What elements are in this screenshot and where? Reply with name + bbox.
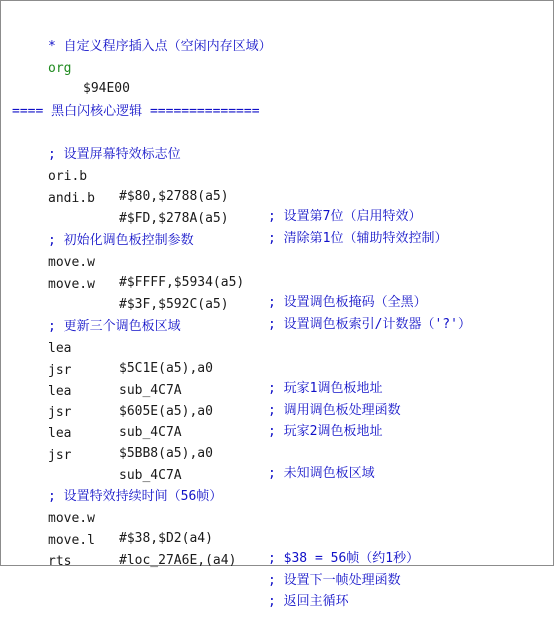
- comment: ; 清除第1位（辅助特效控制）: [268, 231, 448, 246]
- comment: ; 玩家2调色板地址: [268, 424, 383, 439]
- org-directive: org: [48, 61, 72, 76]
- mnemonic: move.l: [48, 533, 95, 548]
- operands: #loc_27A6E,(a4): [119, 553, 237, 568]
- comment: ; 调用调色板处理函数: [268, 403, 401, 418]
- org-line: [1, 39, 130, 96]
- block-heading-text: ; 设置屏幕特效标志位: [48, 147, 181, 162]
- operands: #$3F,$592C(a5): [119, 297, 229, 312]
- title-comment-line: [1, 17, 272, 54]
- title-comment: * 自定义程序插入点（空闲内存区域）: [48, 39, 272, 54]
- org-address: $94E00: [83, 81, 130, 96]
- mnemonic: jsr: [48, 448, 72, 463]
- mnemonic: move.w: [48, 277, 95, 292]
- block-heading-text: ; 初始化调色板控制参数: [48, 233, 194, 248]
- comment: ; 设置第7位（启用特效）: [268, 209, 422, 224]
- block-heading-text: ; 设置特效持续时间（56帧）: [48, 489, 223, 504]
- mnemonic: jsr: [48, 363, 72, 378]
- operands: #$38,$D2(a4): [119, 531, 213, 546]
- mnemonic: lea: [48, 341, 72, 356]
- comment: ; 设置调色板掩码（全黑）: [268, 295, 427, 310]
- comment: ; $38 = 56帧（约1秒）: [268, 551, 420, 566]
- mnemonic: move.w: [48, 255, 95, 270]
- mnemonic: rts: [48, 554, 72, 569]
- comment: ; 返回主循环: [268, 594, 349, 609]
- operands: $5C1E(a5),a0: [119, 361, 213, 376]
- operands: #$FFFF,$5934(a5): [119, 275, 245, 290]
- comment: ; 设置下一帧处理函数: [268, 573, 401, 588]
- operands: $605E(a5),a0: [119, 404, 213, 419]
- block-heading: [1, 125, 181, 162]
- operands: #$80,$2788(a5): [119, 189, 229, 204]
- operands: $5BB8(a5),a0: [119, 446, 213, 461]
- operands: #$FD,$278A(a5): [119, 211, 229, 226]
- comment: ; 设置调色板索引/计数器（'?'）: [268, 317, 471, 332]
- block-heading-text: ; 更新三个调色板区域: [48, 319, 181, 334]
- section-heading: ==== 黑白闪核心逻辑 ==============: [12, 104, 260, 119]
- operands: sub_4C7A: [119, 425, 182, 440]
- comment: ; 玩家1调色板地址: [268, 381, 383, 396]
- mnemonic: andi.b: [48, 191, 95, 206]
- mnemonic: jsr: [48, 405, 72, 420]
- mnemonic: ori.b: [48, 169, 88, 184]
- operands: sub_4C7A: [119, 468, 182, 483]
- mnemonic: move.w: [48, 511, 95, 526]
- comment: ; 未知调色板区域: [268, 466, 375, 481]
- mnemonic: lea: [48, 384, 72, 399]
- operands: sub_4C7A: [119, 383, 182, 398]
- mnemonic: lea: [48, 426, 72, 441]
